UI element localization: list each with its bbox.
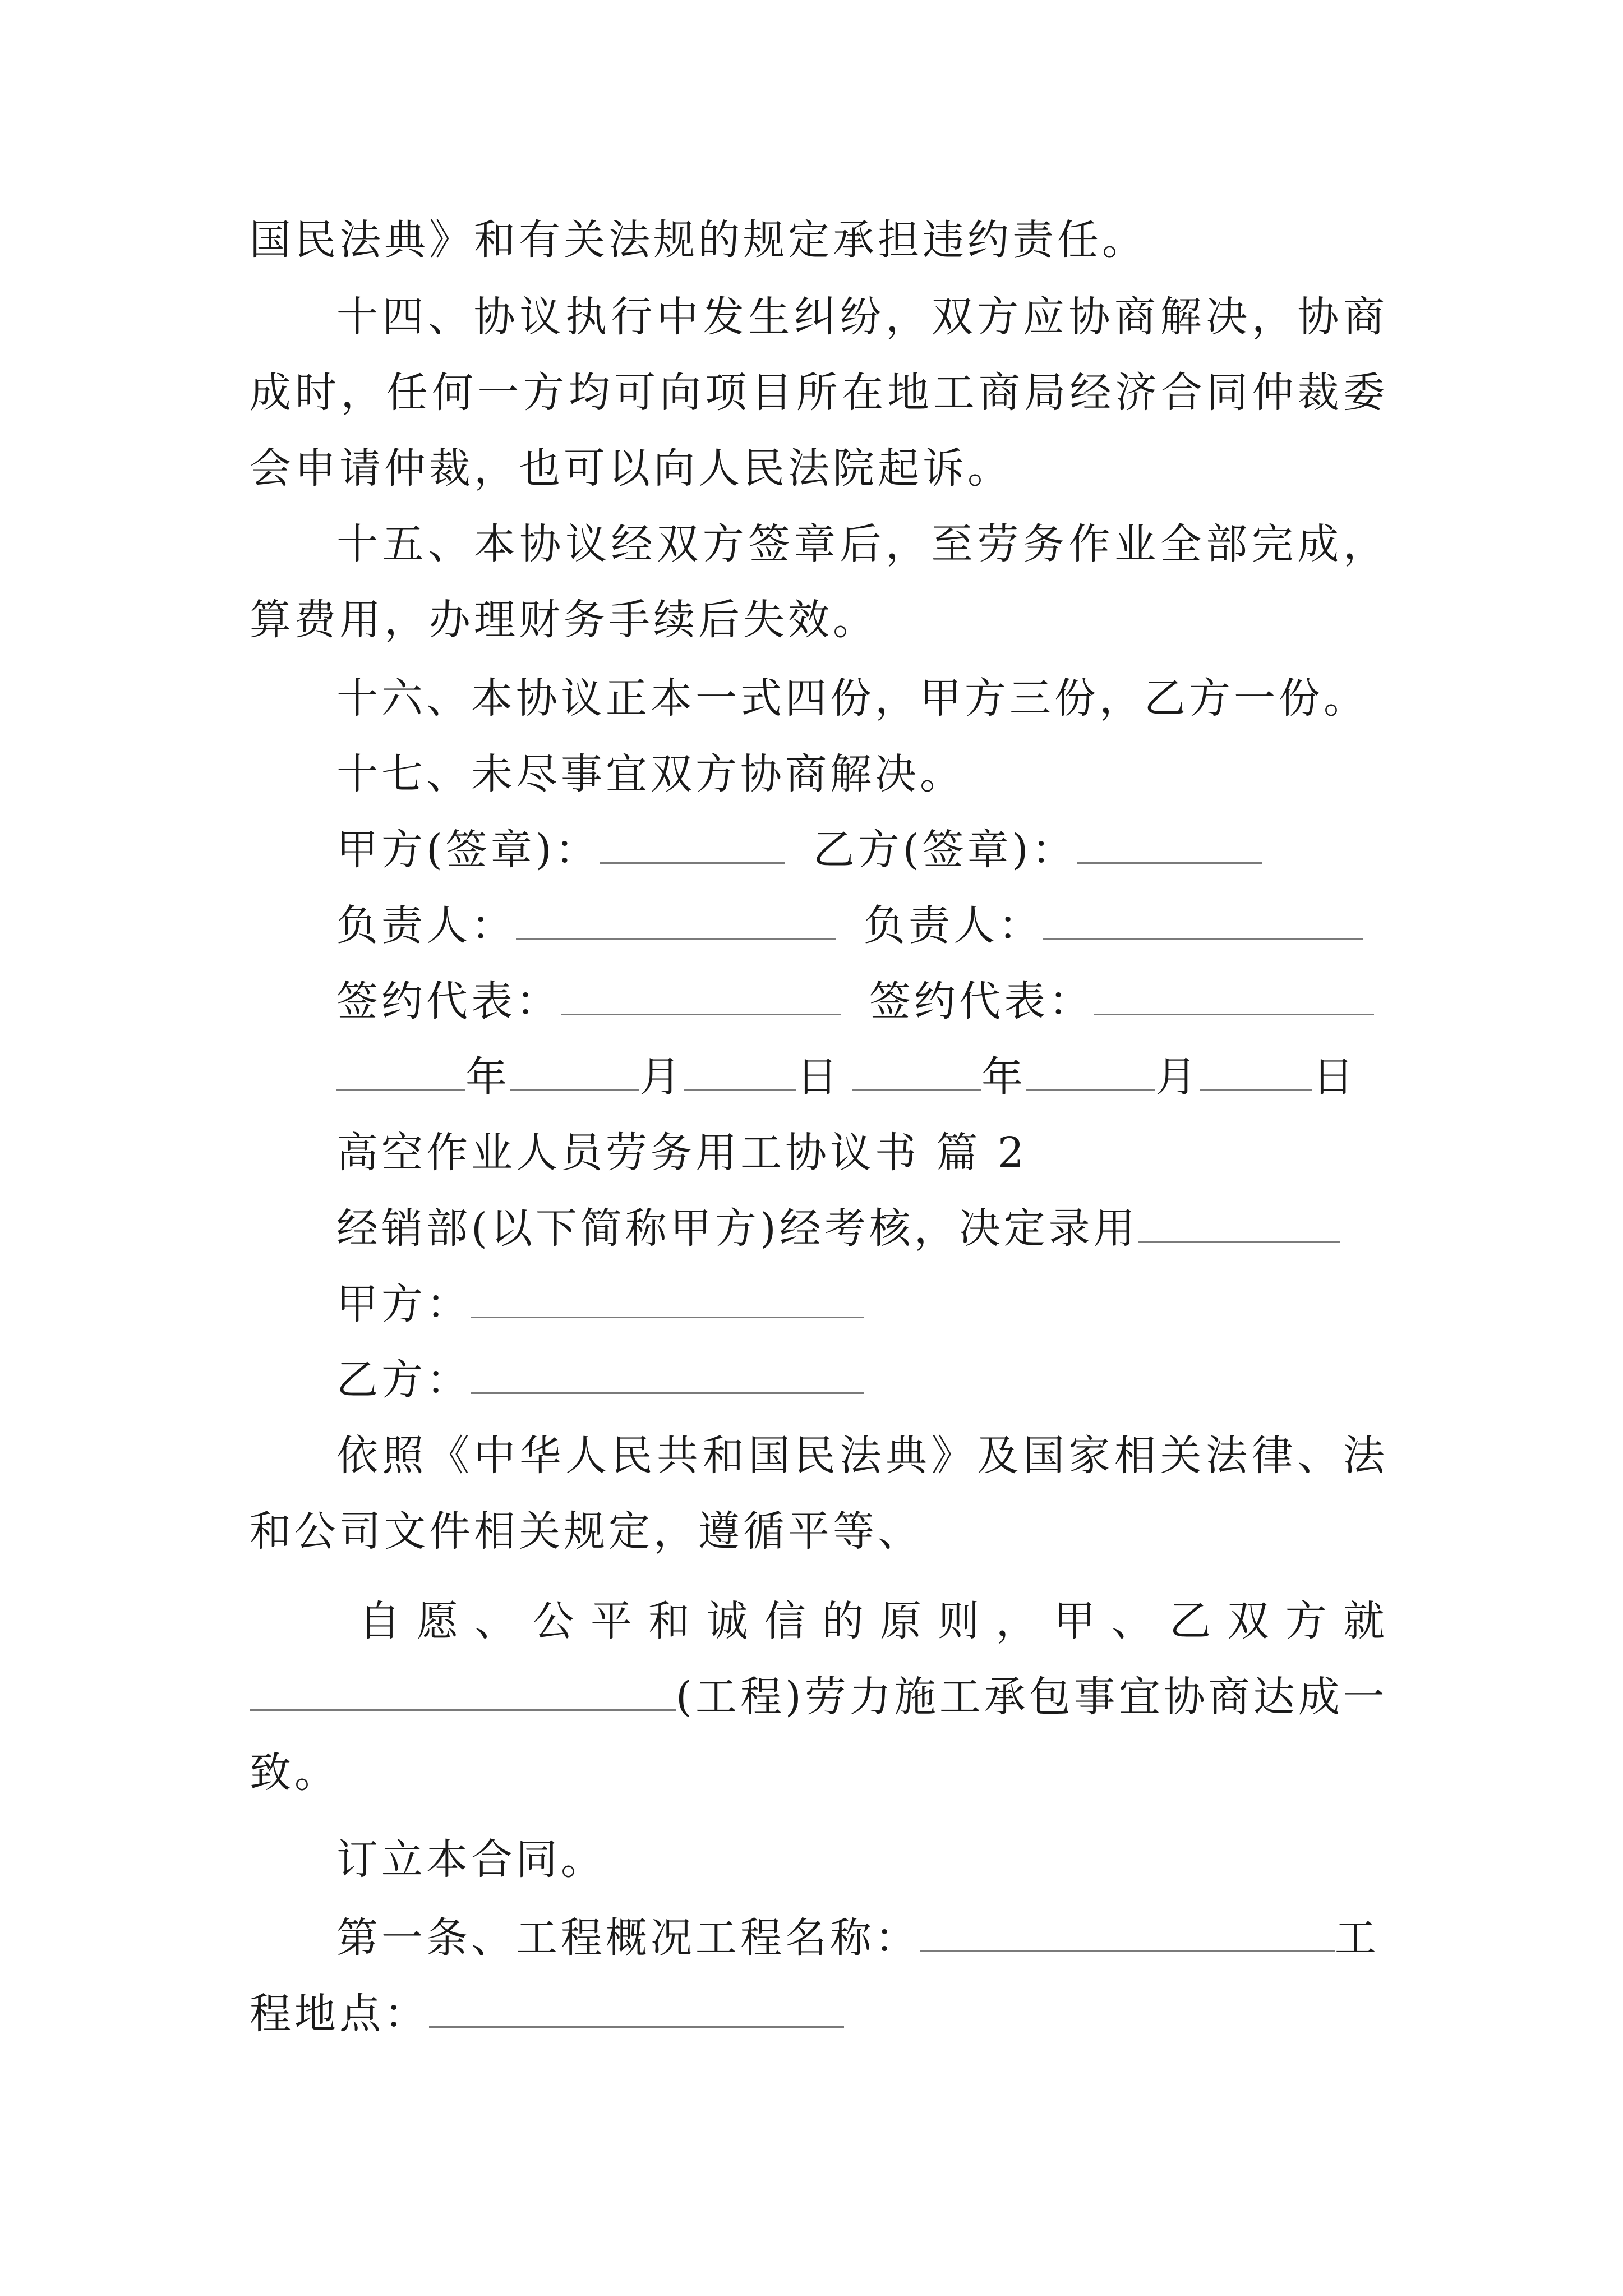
clause-15-line: 十五、本协议经双方签章后，至劳务作业全部完成， <box>336 520 1388 568</box>
basis-line: 和公司文件相关规定，遵循平等、 <box>250 1507 923 1556</box>
article-1-text-end: 工 <box>1335 1914 1380 1962</box>
month-b-label: 月 <box>1155 1053 1200 1101</box>
year-b-label: 年 <box>981 1053 1026 1101</box>
party-a-seal-label: 甲方(签章)： <box>336 826 600 874</box>
day-b-blank <box>1200 1050 1312 1091</box>
party-a-seal-blank <box>600 823 785 864</box>
project-name-blank <box>250 1670 676 1711</box>
party-b-seal-blank <box>1077 823 1262 864</box>
basis-line: 依照《中华人民共和国民法典》及国家相关法律、法 <box>336 1432 1388 1480</box>
party-a-line <box>336 1276 1388 1332</box>
basis-line-with-blank <box>250 1669 1388 1725</box>
signing-rep-b-blank <box>1094 974 1374 1015</box>
project-name-field-blank <box>920 1911 1335 1952</box>
month-a-label: 月 <box>639 1053 684 1101</box>
date-row <box>336 1049 1388 1105</box>
person-in-charge-a-label: 负责人： <box>336 901 516 950</box>
party-b-line <box>336 1352 1388 1408</box>
hire-name-blank <box>1138 1202 1340 1243</box>
clause-14-line: 十四、协议执行中发生纠纷，双方应协商解决，协商 <box>336 293 1388 341</box>
intro-line <box>336 1200 1388 1257</box>
signing-rep-row <box>336 973 1388 1029</box>
signing-rep-b-label: 签约代表： <box>869 977 1094 1025</box>
project-location-blank <box>429 1987 844 2028</box>
article-1-line <box>336 1910 1388 1966</box>
paragraph-line: 国民法典》和有关法规的规定承担违约责任。 <box>250 216 1147 264</box>
day-a-label: 日 <box>796 1053 841 1101</box>
intro-text: 经销部(以下简称甲方)经考核，决定录用 <box>336 1204 1138 1253</box>
day-a-blank <box>684 1050 796 1091</box>
basis-line-text: (工程)劳力施工承包事宜协商达成一 <box>676 1673 1388 1721</box>
section-title: 高空作业人员劳务用工协议书 篇 2 <box>336 1129 1028 1177</box>
clause-17: 十七、未尽事宜双方协商解决。 <box>336 750 965 798</box>
clause-14-line: 会申请仲裁，也可以向人民法院起诉。 <box>250 444 1012 493</box>
party-b-blank <box>471 1353 864 1394</box>
party-b-seal-label: 乙方(签章)： <box>813 826 1077 874</box>
article-1-line <box>250 1986 1388 2042</box>
clause-16: 十六、本协议正本一式四份，甲方三份，乙方一份。 <box>336 674 1368 723</box>
clause-15-line: 算费用，办理财务手续后失效。 <box>250 596 878 644</box>
person-in-charge-b-label: 负责人： <box>864 901 1043 950</box>
year-a-label: 年 <box>465 1053 510 1101</box>
party-a-label: 甲方： <box>336 1280 471 1328</box>
year-a-blank <box>336 1050 465 1091</box>
person-in-charge-row <box>336 898 1388 954</box>
basis-line: 致。 <box>250 1749 339 1797</box>
basis-line: 自愿、公平和诚信的原则，甲、乙双方就 <box>359 1597 1388 1645</box>
project-location-label: 程地点： <box>250 1990 429 2038</box>
party-a-blank <box>471 1277 864 1318</box>
month-a-blank <box>510 1050 639 1091</box>
contract-line: 订立本合同。 <box>336 1835 606 1884</box>
clause-14-line: 成时，任何一方均可向项目所在地工商局经济合同仲裁委 <box>250 369 1388 417</box>
party-b-label: 乙方： <box>336 1356 471 1404</box>
day-b-label: 日 <box>1312 1053 1357 1101</box>
signing-rep-a-label: 签约代表： <box>336 977 561 1025</box>
signature-seal-row <box>336 822 1388 878</box>
person-in-charge-b-blank <box>1043 899 1363 940</box>
year-b-blank <box>852 1050 981 1091</box>
person-in-charge-a-blank <box>516 899 836 940</box>
signing-rep-a-blank <box>561 974 841 1015</box>
month-b-blank <box>1026 1050 1155 1091</box>
article-1-text: 第一条、工程概况工程名称： <box>336 1914 920 1962</box>
